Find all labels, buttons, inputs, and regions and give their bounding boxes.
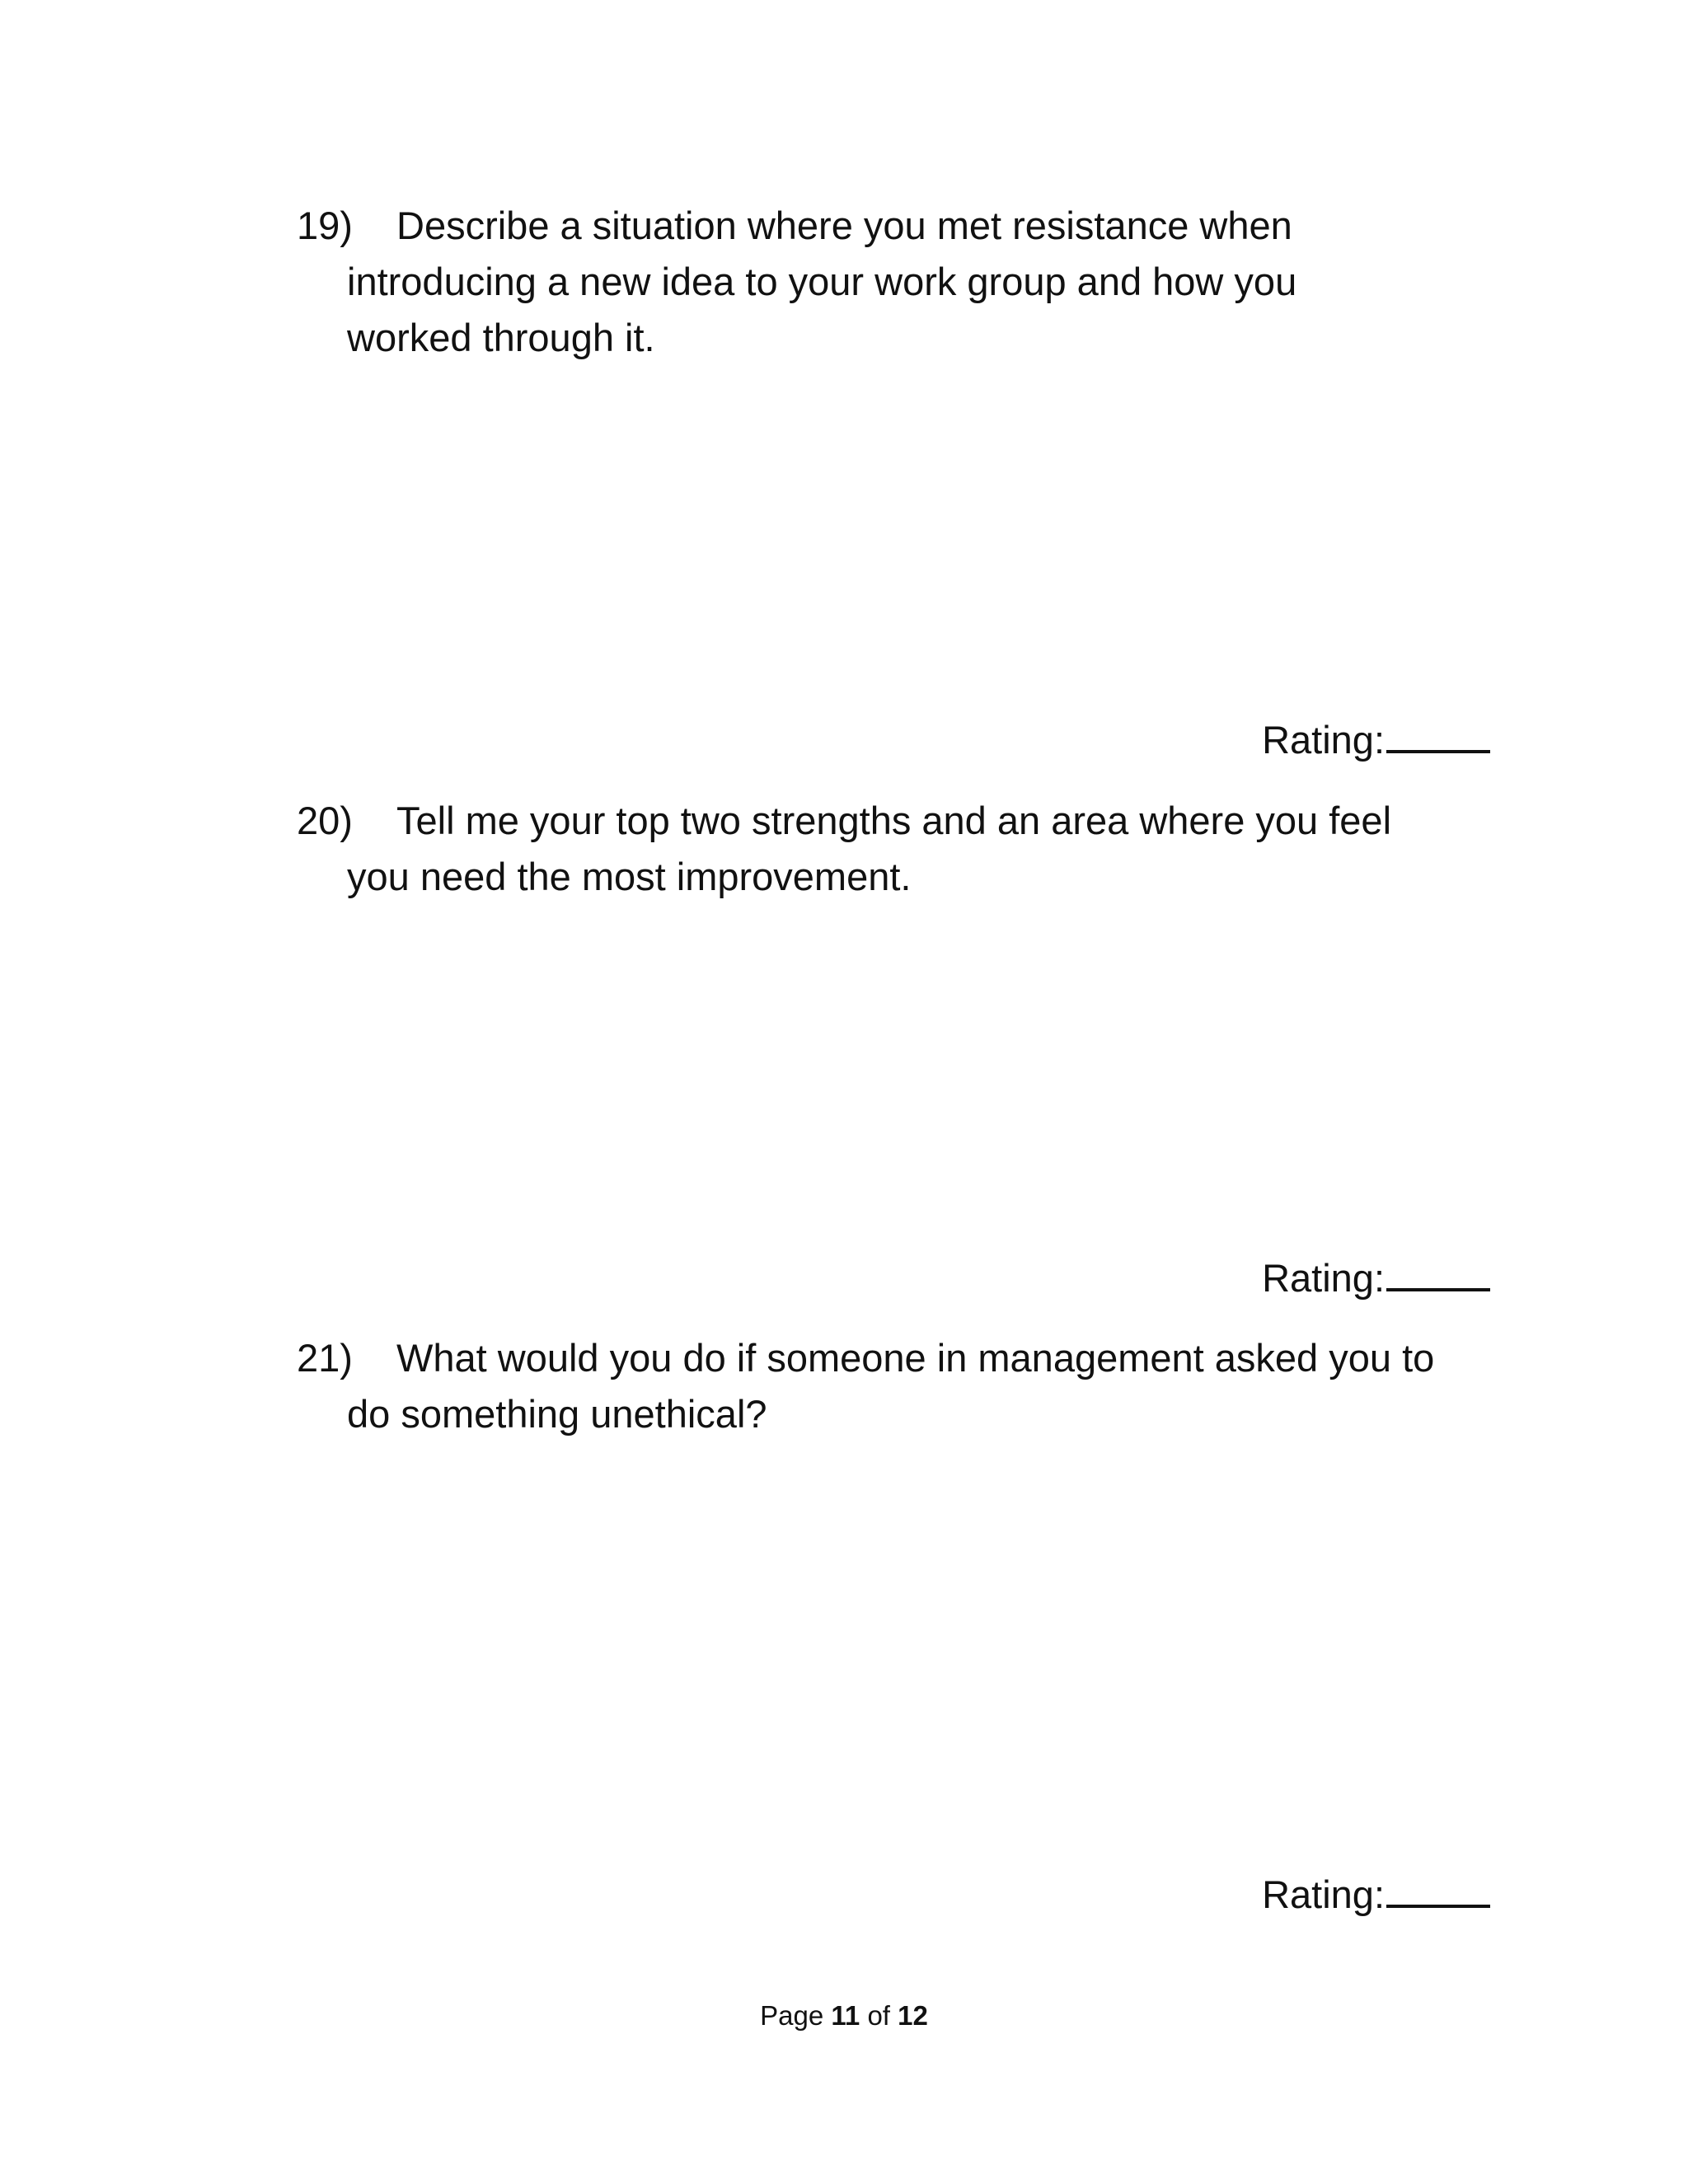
footer-current-page: 11 xyxy=(831,2000,860,2031)
question-text: introducing a new idea to your work group and how you xyxy=(347,260,1297,303)
rating-21 xyxy=(1262,1868,1490,1919)
rating-label: Rating: xyxy=(1262,1256,1385,1300)
question-line xyxy=(297,198,1492,254)
question-20 xyxy=(297,793,1492,905)
question-text: worked through it. xyxy=(347,316,655,359)
question-number: 21) xyxy=(297,1336,353,1380)
footer-page-word: Page xyxy=(760,2000,824,2031)
question-text: What would you do if someone in management asked you to xyxy=(396,1336,1435,1380)
question-line xyxy=(297,1330,1492,1386)
rating-blank-field[interactable] xyxy=(1386,714,1490,753)
question-line xyxy=(297,793,1492,849)
question-19 xyxy=(297,198,1492,366)
page-footer xyxy=(0,1998,1688,2034)
footer-of-word: of xyxy=(867,2000,890,2031)
rating-20 xyxy=(1262,1252,1490,1303)
question-text: Describe a situation where you met resistance when xyxy=(396,204,1292,247)
rating-blank-field[interactable] xyxy=(1386,1868,1490,1908)
question-number: 20) xyxy=(297,799,353,842)
rating-label: Rating: xyxy=(1262,718,1385,762)
footer-total-pages: 12 xyxy=(898,2000,928,2031)
question-21 xyxy=(297,1330,1492,1442)
question-text: you need the most improvement. xyxy=(347,855,912,898)
rating-blank-field[interactable] xyxy=(1386,1252,1490,1291)
question-text: do something unethical? xyxy=(347,1392,767,1436)
rating-label: Rating: xyxy=(1262,1872,1385,1916)
question-text: Tell me your top two strengths and an area where you feel xyxy=(396,799,1392,842)
question-number: 19) xyxy=(297,204,353,247)
rating-19 xyxy=(1262,714,1490,765)
